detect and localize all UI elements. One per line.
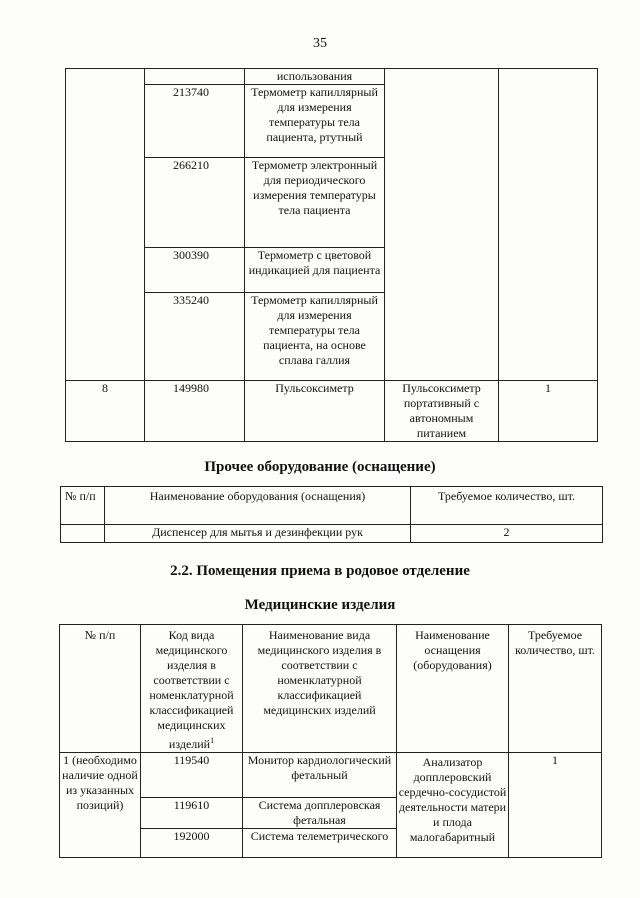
cell-equipment — [385, 69, 499, 381]
cell-name: Термометр с цветовой индикацией для пациента — [245, 248, 385, 293]
cell-num — [66, 69, 145, 381]
cell-code: 149980 — [145, 381, 245, 442]
table-row — [61, 525, 603, 543]
header-code — [141, 625, 243, 753]
cell-code: 192000 — [141, 829, 243, 858]
cell-code: 335240 — [145, 293, 245, 381]
header-qty: Требуемое количество, шт. — [509, 625, 602, 753]
cell-name: Термометр электронный для периодического измерения температуры тела пациента — [245, 158, 385, 248]
cell-code — [145, 69, 245, 85]
cell-qty: 2 — [411, 525, 603, 543]
cell-num: 8 — [66, 381, 145, 442]
cell-name: Диспенсер для мытья и дезинфекции рук — [105, 525, 411, 543]
header-name: Наименование оборудования (оснащения) — [105, 487, 411, 525]
cell-code: 300390 — [145, 248, 245, 293]
cell-qty — [499, 69, 598, 381]
page-number: 35 — [313, 36, 327, 51]
header-equipment: Наименование оснащения (оборудования) — [397, 625, 509, 753]
table-row — [60, 753, 602, 798]
cell-qty: 1 — [499, 381, 598, 442]
cell-name: Термометр капиллярный для измерения температуры тела пациента, ртутный — [245, 85, 385, 158]
cell-num: 1 (необходимо наличие одной из указанных позиций) — [60, 753, 141, 858]
cell-num — [61, 525, 105, 543]
header-code-text: Код вида медицинского изделия в соответствии с номенклатурной классификацией медицинских изделий — [149, 628, 234, 751]
cell-name: использования — [245, 69, 385, 85]
table-medical-devices — [59, 624, 602, 858]
table-continuation — [65, 68, 598, 442]
table-other-equipment — [60, 486, 603, 543]
section-subtitle-medical-devices: Медицинские изделия — [244, 597, 396, 613]
footnote-marker: 1 — [210, 736, 215, 745]
cell-name: Система допплеровская фетальная — [243, 798, 397, 829]
cell-code: 119540 — [141, 753, 243, 798]
header-num: № п/п — [61, 487, 105, 525]
cell-code: 213740 — [145, 85, 245, 158]
header-name: Наименование вида медицинского изделия в соответствии с номенклатурной классификацией медицинских изделий — [243, 625, 397, 753]
section-title-2-2: 2.2. Помещения приема в родовое отделение — [170, 563, 470, 579]
table-header-row — [60, 625, 602, 753]
table-header-row — [61, 487, 603, 525]
cell-equipment: Анализатор допплеровский сердечно-сосудистой деятельности матери и плода малогабаритный — [397, 753, 509, 858]
section-title-other-equipment: Прочее оборудование (оснащение) — [204, 459, 436, 475]
header-num: № п/п — [60, 625, 141, 753]
table-row — [66, 69, 598, 85]
cell-equipment: Пульсоксиметр портативный с автономным питанием — [385, 381, 499, 442]
cell-code: 266210 — [145, 158, 245, 248]
header-qty: Требуемое количество, шт. — [411, 487, 603, 525]
cell-name: Монитор кардиологический фетальный — [243, 753, 397, 798]
cell-name: Система телеметрического — [243, 829, 397, 858]
table-row — [66, 381, 598, 442]
cell-name: Термометр капиллярный для измерения температуры тела пациента, на основе сплава галлия — [245, 293, 385, 381]
cell-qty: 1 — [509, 753, 602, 858]
cell-code: 119610 — [141, 798, 243, 829]
cell-name: Пульсоксиметр — [245, 381, 385, 442]
